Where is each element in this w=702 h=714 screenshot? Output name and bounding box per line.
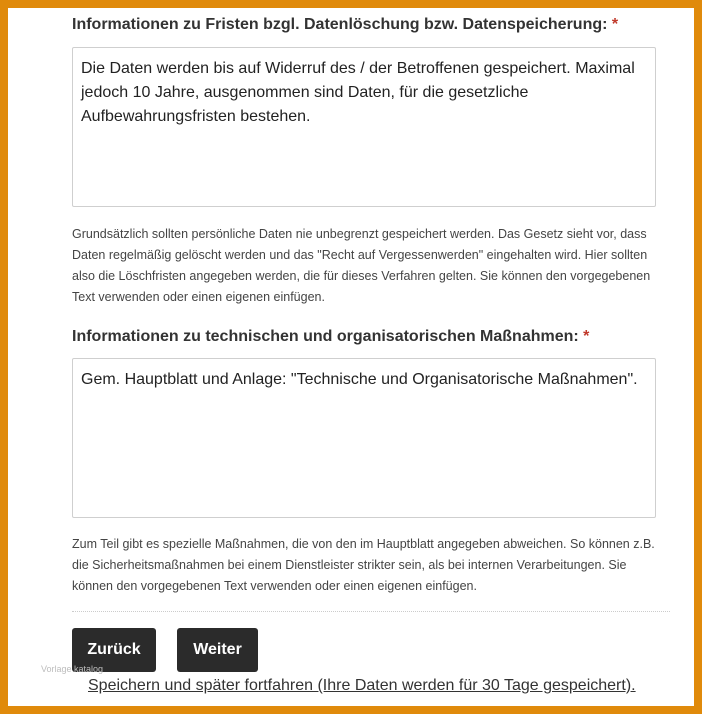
section-divider: [72, 611, 670, 612]
retention-field-label-text: Informationen zu Fristen bzgl. Datenlöschung bzw. Datenspeicherung:: [72, 16, 608, 33]
watermark: Vorlage katalog: [41, 664, 104, 674]
measures-field-label-text: Informationen zu technischen und organisatorischen Maßnahmen:: [72, 328, 579, 345]
retention-help-text: Grundsätzlich sollten persönliche Daten nie unbegrenzt gespeichert werden. Das Gesetz sieht vor, dass Daten regelmäßig gelöscht werden und das "Recht auf Vergessenwerden" eingehalten wird. Hier sollten also die Löschfristen angegeben werden, die für dieses Verfahren gelten. Sie können den vorgegebenen Text verwenden oder einen eigenen einfügen.: [72, 227, 651, 304]
measures-field-label: [72, 328, 589, 346]
required-marker: *: [611, 16, 619, 33]
retention-textarea-value: Die Daten werden bis auf Widerruf des / der Betroffenen gespeichert. Maximal jedoch 10 Jahre, ausgenommen sind Daten, für die gesetzliche Aufbewahrungsfristen bestehen.: [81, 60, 635, 125]
retention-textarea[interactable]: [72, 47, 656, 207]
measures-textarea-value: Gem. Hauptblatt und Anlage: "Technische und Organisatorische Maßnahmen".: [81, 371, 638, 388]
back-button[interactable]: Zurück: [72, 628, 156, 672]
page-frame: [8, 8, 694, 706]
next-button[interactable]: Weiter: [177, 628, 258, 672]
measures-help-text: Zum Teil gibt es spezielle Maßnahmen, die von den im Hauptblatt angegeben abweichen. So können z.B. die Sicherheitsmaßnahmen bei einem Dienstleister strikter sein, als bei internen Verarbeitungen. Sie können den vorgegebenen Text verwenden oder einen eigenen einfügen.: [72, 537, 655, 593]
retention-field-label: [72, 16, 618, 34]
required-marker: *: [583, 328, 590, 345]
save-and-continue-link[interactable]: Speichern und später fortfahren (Ihre Daten werden für 30 Tage gespeichert).: [88, 677, 636, 694]
measures-textarea[interactable]: [72, 358, 656, 518]
